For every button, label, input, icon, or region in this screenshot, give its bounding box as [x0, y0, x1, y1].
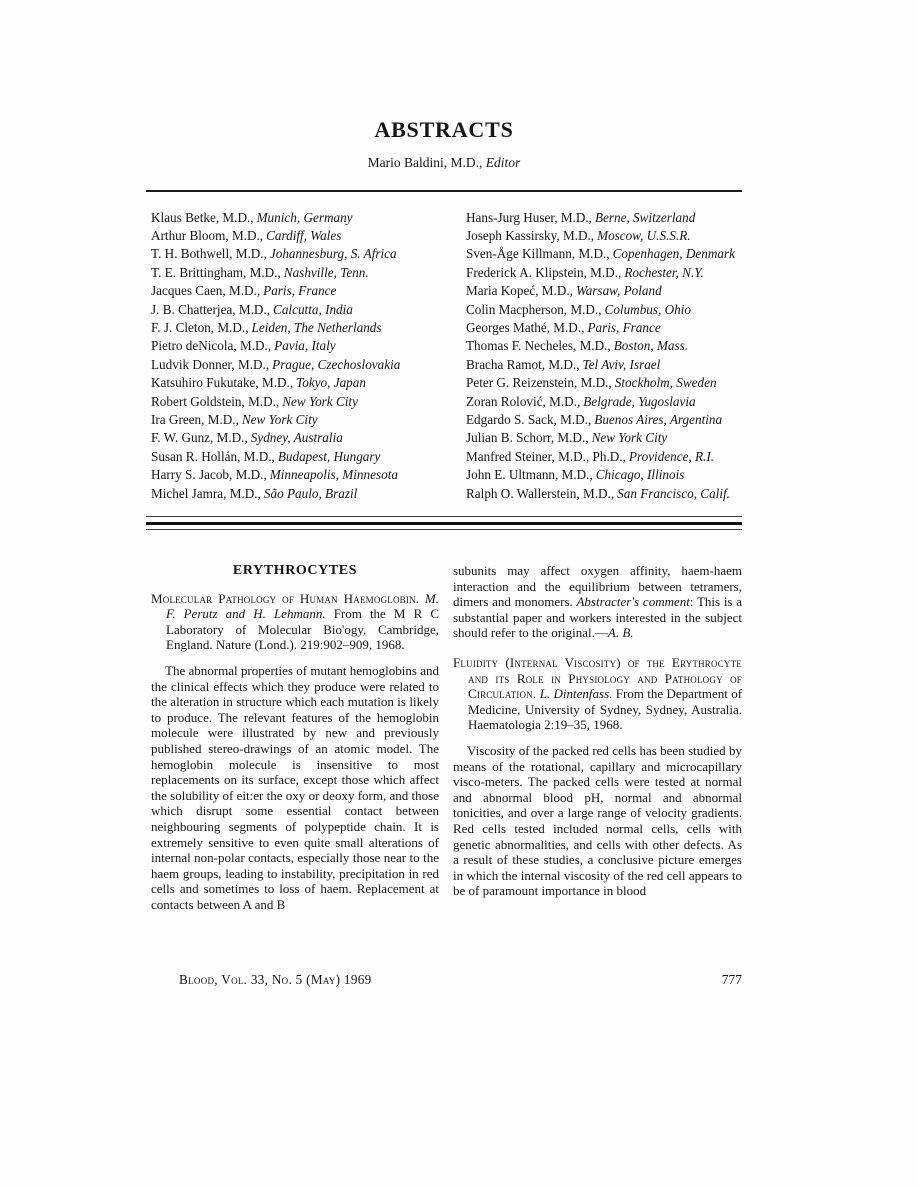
- editor-person: Edgardo S. Sack, M.D.,: [466, 411, 592, 427]
- editor-row: [466, 485, 742, 503]
- editor-row: [151, 485, 466, 503]
- editor-location: Buenos Aires, Argentina: [594, 411, 723, 427]
- divider-line-thin-bottom: [146, 529, 742, 530]
- editor-location: Belgrade, Yugoslavia: [583, 393, 696, 409]
- editor-person: Susan R. Hollán, M.D.,: [151, 448, 275, 464]
- editor-row: [466, 227, 742, 245]
- editor-byline: [146, 156, 742, 170]
- editor-row: [466, 429, 742, 447]
- abstract2-title: Fluidity (Internal Viscosity) of the Erythrocyte and its Role in Physiology and Pathology of Circulation.: [453, 654, 742, 702]
- abstracts-column-right: [453, 563, 742, 972]
- editor-row: [466, 393, 742, 411]
- page-title: ABSTRACTS: [374, 117, 514, 142]
- editor-row: [151, 393, 466, 411]
- editor-column-left: [151, 209, 466, 504]
- editor-person: Maria Kopeć, M.D.,: [466, 283, 573, 299]
- editor-person: Harry S. Jacob, M.D.,: [151, 467, 267, 483]
- page-footer: [146, 972, 742, 988]
- editor-person: Arthur Bloom, M.D.,: [151, 227, 264, 243]
- editor-location: São Paulo, Brazil: [263, 485, 358, 501]
- editor-row: [466, 466, 742, 484]
- editor-person: Julian B. Schorr, M.D.,: [466, 430, 589, 446]
- abstract1-title: Molecular Pathology of Human Haemoglobin.: [151, 590, 420, 606]
- abstract1-body-continuation: [453, 563, 742, 641]
- editor-person: Hans-Jurg Huser, M.D.,: [466, 209, 592, 225]
- abstract1-body: The abnormal properties of mutant hemoglobins and the clinical effects which they produce were related to the alteration in structure which each mutation is likely to produce. The relevant features of the hemoglobin molecule were illustrated by new and previously published stereo-drawings of an atomic model. The hemoglobin molecule is insensitive to most replacements on its surface, except those which affect the solubility of eit:er the oxy or deoxy form, and those which disrupt some essential contact between neighbouring segments of polypeptide chain. It is extremely sensitive to even quite small alterations of internal non-polar contacts, especially those near to the haem groups, leading to instability, precipitation in red cells and sometimes to loss of haem. Replacement at contacts between A and B: [151, 662, 439, 912]
- editor-location: Prague, Czechoslovakia: [272, 356, 401, 372]
- editor-row: [151, 356, 466, 374]
- editor-person: T. H. Bothwell, M.D.,: [151, 246, 267, 262]
- editor-row: [466, 209, 742, 227]
- editor-person: Katsuhiro Fukutake, M.D.,: [151, 375, 294, 391]
- editor-row: [466, 282, 742, 300]
- editor-row: [151, 282, 466, 300]
- editor-row: [466, 411, 742, 429]
- abstract2-authors: L. Dintenfass.: [539, 686, 613, 702]
- editor-row: [466, 337, 742, 355]
- editor-person: Peter G. Reizenstein, M.D.,: [466, 375, 612, 391]
- editor-person: Ralph O. Wallerstein, M.D.,: [466, 485, 615, 501]
- editor-person: Jacques Caen, M.D.,: [151, 283, 261, 299]
- editor-location: Cardiff, Wales: [266, 227, 342, 243]
- editor-row: [151, 227, 466, 245]
- editor-row: [151, 301, 466, 319]
- editor-person: Zoran Rolović, M.D.,: [466, 393, 581, 409]
- editor-person: John E. Ultmann, M.D.,: [466, 467, 593, 483]
- editor-location: Nashville, Tenn.: [283, 264, 369, 280]
- editor-location: Providence, R.I.: [628, 448, 715, 464]
- editor-person: Klaus Betke, M.D.,: [151, 209, 254, 225]
- editor-row: [151, 466, 466, 484]
- editor-person: Manfred Steiner, M.D., Ph.D.,: [466, 448, 626, 464]
- abstract1-authors: M. F. Perutz and H. Lehmann.: [166, 590, 440, 622]
- abstract2-source: From the Department of Medicine, University of Sydney, Sydney, Australia. Haematologia 2:19–35, 1968.: [468, 686, 743, 733]
- editor-person: Thomas F. Necheles, M.D.,: [466, 338, 611, 354]
- editor-person: Joseph Kassirsky, M.D.,: [466, 227, 595, 243]
- content-sheet: [146, 0, 742, 988]
- editor-location: Moscow, U.S.S.R.: [597, 227, 691, 243]
- editor-person: Georges Mathé, M.D.,: [466, 319, 585, 335]
- editor-location: Boston, Mass.: [613, 338, 689, 354]
- editor-row: [151, 209, 466, 227]
- divider-line-thin-top: [146, 516, 742, 517]
- editor-person: Colin Macpherson, M.D.,: [466, 301, 602, 317]
- editor-person: Frederick A. Klipstein, M.D.,: [466, 264, 622, 280]
- abstract1-comment-signature: A. B.: [607, 625, 634, 641]
- editor-location: Columbus, Ohio: [604, 301, 691, 317]
- top-rule: [146, 190, 742, 192]
- editor-column-right: [466, 209, 742, 504]
- editor-location: New York City: [591, 430, 668, 446]
- editor-person: Robert Goldstein, M.D.,: [151, 393, 280, 409]
- editor-row: [466, 245, 742, 263]
- divider-line-thick: [146, 522, 742, 525]
- abstract2-body: Viscosity of the packed red cells has been studied by means of the rotational, capillary and microcapillary visco-meters. The packed cells were tested at normal and abnormal blood pH, normal and abnormal tonicities, and over a large range of velocity gradients. Red cells tested included normal cells, cells with genetic abnormalities, and cells with other defects. As a result of these studies, a conclusive picture emerges in which the internal viscosity of the red cell appears to be of paramount importance in blood: [453, 742, 742, 899]
- editor-location: Johannesburg, S. Africa: [269, 246, 397, 262]
- editor-row: [151, 264, 466, 282]
- editor-location: Budapest, Hungary: [277, 448, 381, 464]
- editor-location: Pavia, Italy: [274, 338, 336, 354]
- editor-row: [466, 301, 742, 319]
- editor-location: Tel Aviv, Israel: [582, 356, 661, 372]
- editor-location: Sydney, Australia: [250, 430, 343, 446]
- editor-row: [466, 264, 742, 282]
- editor-row: [151, 411, 466, 429]
- page-number: 777: [721, 972, 742, 987]
- editor-person: F. W. Gunz, M.D.,: [151, 430, 248, 446]
- abstract1-source: From the M R C Laboratory of Molecular Bio'ogy, Cambridge, England. Nature (Lond.). 219:902–909, 1968.: [166, 606, 439, 653]
- abstract1-comment-label: Abstracter's comment: [576, 594, 690, 610]
- editor-name: Mario Baldini, M.D.,: [367, 155, 483, 170]
- editor-location: Munich, Germany: [256, 209, 353, 225]
- editor-location: New York City: [241, 411, 318, 427]
- editor-person: Sven-Åge Killmann, M.D.,: [466, 246, 610, 262]
- editor-location: Stockholm, Sweden: [614, 375, 717, 391]
- editor-location: Berne, Switzerland: [594, 209, 696, 225]
- editor-location: Paris, France: [263, 283, 337, 299]
- editor-location: Chicago, Illinois: [595, 467, 685, 483]
- editor-row: [151, 448, 466, 466]
- abstract1-comment-text: : This is a substantial paper and workers interested in the subject should refer to the original.—: [453, 594, 742, 641]
- editor-person: J. B. Chatterjea, M.D.,: [151, 301, 271, 317]
- editor-location: Rochester, N.Y.: [624, 264, 704, 280]
- editor-person: Ludvik Donner, M.D.,: [151, 356, 270, 372]
- editor-person: Michel Jamra, M.D.,: [151, 485, 261, 501]
- abstracts-column-left: [151, 563, 439, 972]
- editor-person: Pietro deNicola, M.D.,: [151, 338, 272, 354]
- editor-location: Leiden, The Netherlands: [251, 319, 382, 335]
- editor-location: New York City: [282, 393, 358, 409]
- abstract2-citation: [453, 655, 742, 733]
- editor-row: [151, 337, 466, 355]
- editor-person: T. E. Brittingham, M.D.,: [151, 264, 281, 280]
- abstracts-two-column-area: [146, 563, 742, 972]
- editor-row: [466, 356, 742, 374]
- editor-row: [466, 319, 742, 337]
- abstract1-continuation-text: subunits may affect oxygen affinity, haem-haem interaction and the equilibrium between tetramers, dimers and monomers.: [453, 563, 742, 610]
- editor-person: Bracha Ramot, M.D.,: [466, 356, 580, 372]
- editorial-board-list: [146, 209, 742, 504]
- editor-row: [151, 374, 466, 392]
- editor-role: Editor: [485, 155, 521, 170]
- editor-row: [151, 429, 466, 447]
- editor-location: Copenhagen, Denmark: [612, 246, 735, 262]
- abstract1-citation: [151, 591, 439, 653]
- editor-location: Tokyo, Japan: [296, 375, 366, 391]
- editor-location: San Francisco, Calif.: [617, 485, 730, 501]
- editor-location: Paris, France: [587, 319, 661, 335]
- editor-row: [466, 374, 742, 392]
- section-heading-erythrocytes: ERYTHROCYTES: [232, 563, 358, 578]
- section-divider-rule: [146, 516, 742, 530]
- editor-location: Warsaw, Poland: [575, 283, 662, 299]
- editor-row: [466, 448, 742, 466]
- editor-location: Minneapolis, Minnesota: [269, 467, 398, 483]
- editor-person: F. J. Cleton, M.D.,: [151, 319, 249, 335]
- journal-volume-line: Blood, Vol. 33, No. 5 (May) 1969: [179, 972, 372, 987]
- editor-row: [151, 319, 466, 337]
- editor-location: Calcutta, India: [273, 301, 353, 317]
- editor-person: Ira Green, M.D.,: [151, 411, 239, 427]
- editor-row: [151, 245, 466, 263]
